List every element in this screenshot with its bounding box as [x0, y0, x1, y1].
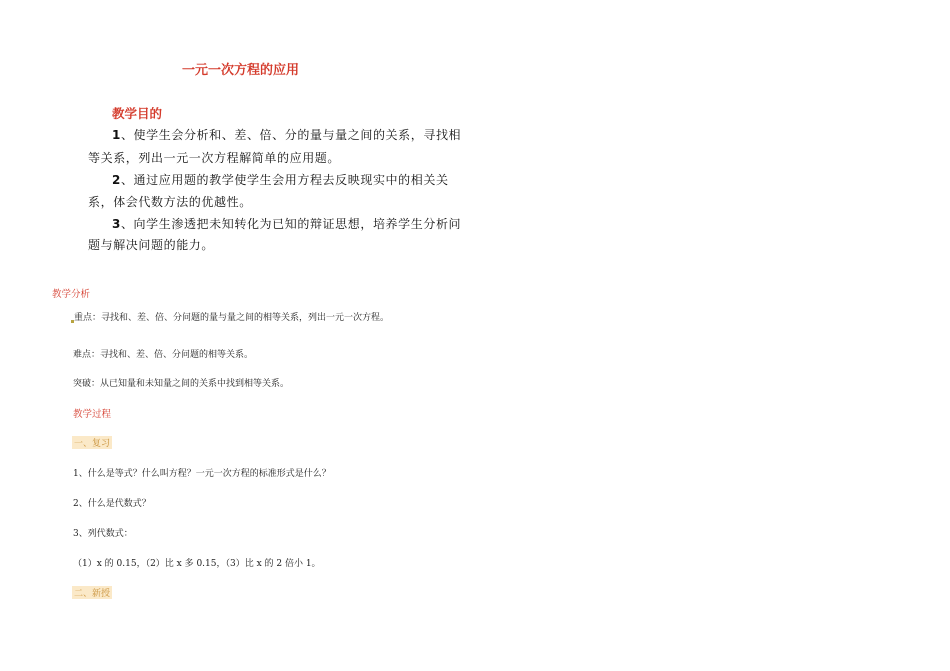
goal-2-line-1	[112, 171, 449, 188]
analysis-heading: 教学分析	[52, 289, 91, 300]
document-title: 一元一次方程的应用	[182, 63, 300, 78]
question-3-detail: （1）x 的 0.15，（2）比 x 多 0.15，（3）比 x 的 2 倍小 1。	[73, 559, 321, 569]
goal-3-line-2: 题与解决问题的能力。	[88, 238, 215, 252]
goal-1-text: 、使学生会分析和、差、倍、分的量与量之间的关系，寻找相	[120, 128, 462, 142]
question-1: 1、什么是等式？什么叫方程？一元一次方程的标准形式是什么？	[73, 469, 331, 479]
question-2: 2、什么是代数式？	[73, 499, 151, 509]
goals-heading: 教学目的	[112, 106, 163, 121]
goal-1-line-2: 等关系，列出一元一次方程解简单的应用题。	[88, 151, 341, 165]
key-point-line	[71, 310, 389, 323]
goal-2-number: 2	[112, 173, 121, 187]
goal-1-line-1	[112, 126, 461, 143]
goal-1-number: 1	[112, 128, 121, 142]
goal-3-text: 、向学生渗透把未知转化为已知的辩证思想，培养学生分析问	[120, 217, 462, 231]
process-heading: 教学过程	[73, 409, 112, 420]
goal-3-number: 3	[112, 217, 121, 231]
new-lesson-tag: 二、新授	[72, 586, 112, 599]
question-3: 3、列代数式：	[73, 529, 133, 539]
goal-3-line-1	[112, 215, 461, 232]
review-section-tag: 一、复习	[72, 436, 112, 449]
goal-2-text: 、通过应用题的教学使学生会用方程去反映现实中的相关关	[120, 173, 449, 187]
difficulty-line: 难点：寻找和、差、倍、分问题的相等关系。	[73, 350, 254, 360]
goal-2-line-2: 系，体会代数方法的优越性。	[88, 195, 252, 209]
breakthrough-line: 突破：从已知量和未知量之间的关系中找到相等关系。	[73, 379, 290, 389]
key-point-text: 重点：寻找和、差、倍、分问题的量与量之间的相等关系，列出一元一次方程。	[74, 313, 390, 323]
